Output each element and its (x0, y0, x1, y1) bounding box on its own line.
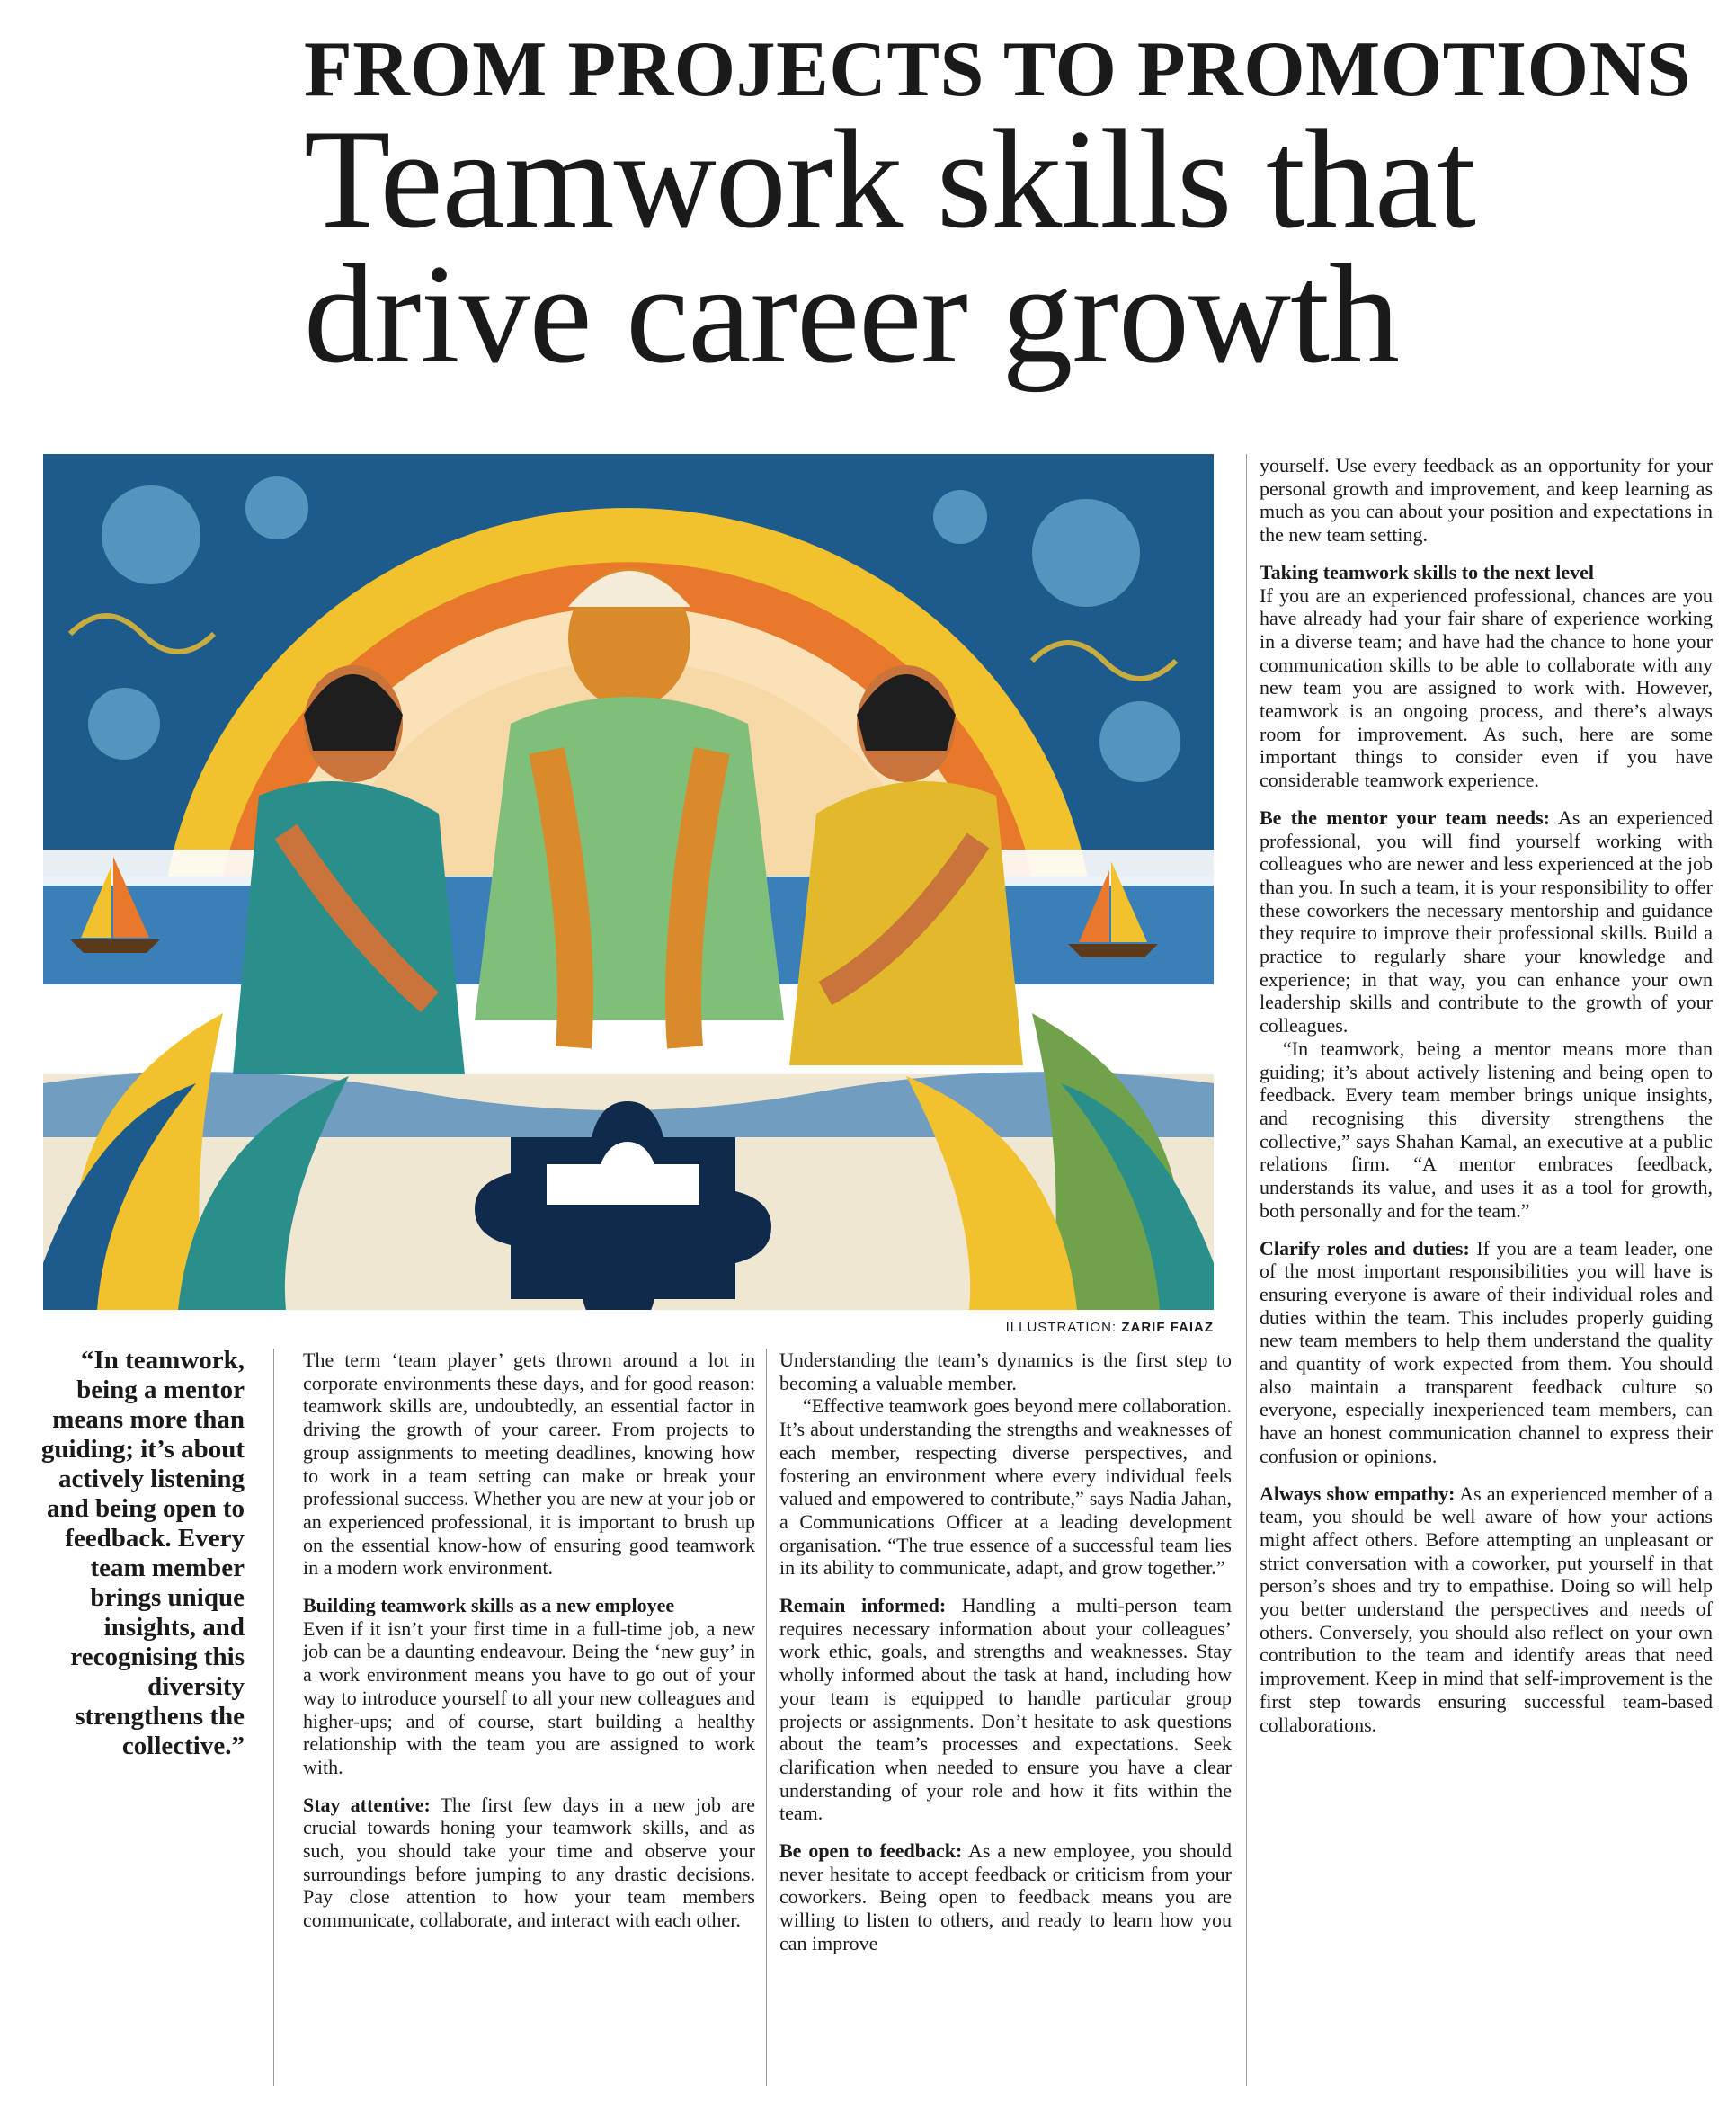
lead-in-mentor: Be the mentor your team needs: (1260, 806, 1550, 829)
body-paragraph (779, 1594, 1232, 1825)
body-paragraph: If you are an experienced professional, chances are you have already had your fair share of experience working in a diverse team; and have had the chance to hone your communication skills to be able to collaborate with any new team you are assigned to work with. However, teamwork is an ongoing process, and there’s always room for improvement. As such, here are some important things to consider even if you have considerable teamwork experience. (1260, 583, 1713, 792)
body-paragraph: yourself. Use every feedback as an opportunity for your personal growth and improvement, and keep learning as much as you can about your position and expectations in the new team setting. (1260, 454, 1713, 547)
body-paragraph-quote: “Effective teamwork goes beyond mere collaboration. It’s about understanding the strengths and weaknesses of each member, respecting diverse perspectives, and fostering an environment where every individual feels valued and empowered to contribute,” says Nadia Jahan, a Communications Officer at a leading development organisation. “The true essence of a successful team lies in its ability to communicate, adapt, and grow together.” (779, 1394, 1232, 1580)
body-paragraph: Even if it isn’t your first time in a full-time job, a new job can be a daunting endeavour. Being the ‘new guy’ in a work environment means you have to go out of your way to introduce yourself to all your new colleagues and higher-ups; and of course, start building a healthy relationship with the team you are assigned to work with. (303, 1616, 755, 1778)
column-rule-1 (273, 1349, 274, 2086)
column-rule-2 (766, 1349, 767, 2086)
body-text: If you are a team leader, one of the most important responsibilities you will have is ensuring everyone is aware of their individual roles and duties within the team. This includes properly guiding new team members to help them understand the quality and quantity of work expected from them. You should also maintain a transparent feedback culture so everyone, especially inexperienced team members, can have an honest communication channel to express their confusion or opinions. (1260, 1236, 1713, 1467)
credit-prefix: ILLUSTRATION: (1005, 1320, 1117, 1335)
section-kicker: FROM PROJECTS TO PROMOTIONS (304, 26, 1692, 113)
illustration-credit (629, 1320, 1214, 1335)
headline-line-1: Teamwork skills that (304, 101, 1475, 258)
subheading-next-level: Taking teamwork skills to the next level (1260, 560, 1594, 583)
lead-in-remain-informed: Remain informed: (779, 1594, 947, 1617)
headline-line-2: drive career growth (304, 236, 1399, 393)
lead-in-clarify-roles: Clarify roles and duties: (1260, 1236, 1470, 1260)
article-column-1 (303, 1349, 755, 1932)
column-rule-3 (1246, 454, 1247, 2086)
body-text: As an experienced member of a team, you should be well aware of how your actions might affect others. Before attempting an unpleasant or strict conversation with a coworker, put yourself in that person’s shoes and try to empathise. Doing so will help you better understand the perspectives and needs of others. Conversely, you should also reflect on your own contribution to the team and identify areas that need improvement. Keep in mind that self-improvement is the first step towards ensuring successful team-based collaborations. (1260, 1482, 1713, 1736)
body-text: As a new employee, you should never hesitate to accept feedback or criticism from your coworkers. Being open to feedback means you are willing to listen to others, and ready to learn how you can improve (779, 1839, 1232, 1954)
illustration-svg (43, 454, 1214, 1310)
lead-in-open-to-feedback: Be open to feedback: (779, 1839, 963, 1863)
headline (304, 101, 1706, 393)
body-paragraph (303, 1794, 755, 1932)
body-paragraph: The term ‘team player’ gets thrown around a lot in corporate environments these days, and for good reason: teamwork skills are, undoubtedly, an essential factor in driving the growth of your career. From projects to group assignments to meeting deadlines, knowing how to work in a team setting can make or break your professional success. Whether you are new at your job or an experienced professional, it is important to brush up on the essential know-how of ensuring good teamwork in a modern work environment. (303, 1349, 755, 1580)
body-paragraph (779, 1839, 1232, 1955)
body-paragraph (1260, 1482, 1713, 1737)
article-column-2 (779, 1349, 1232, 1955)
subheading-new-employee: Building teamwork skills as a new employee (303, 1594, 675, 1617)
credit-name: ZARIF FAIAZ (1121, 1320, 1214, 1335)
body-paragraph-quote: “In teamwork, being a mentor means more than guiding; it’s about actively listening and being open to feedback. Every team member brings unique insights, and recognising this diversity strengthens the collective,” says Shahan Kamal, an executive at a public relations firm. “A mentor embraces feedback, understands its value, and uses it as a tool for growth, both personally and for the team.” (1260, 1037, 1713, 1222)
lead-in-empathy: Always show empathy: (1260, 1482, 1456, 1505)
article-column-3 (1260, 454, 1713, 1736)
illustration-teamwork-puzzle (43, 454, 1214, 1310)
body-paragraph (1260, 1237, 1713, 1468)
body-text: Handling a multi-person team requires necessary information about your colleagues’ work ethic, goals, and strengths and weaknesses. Stay wholly informed about the task at hand, including how your team is equipped to handle particular group projects or assignments. Don’t hesitate to ask questions about the team’s processes and expectations. Seek clarification when needed to ensure you have a clear understanding of your role and how it fits within the team. (779, 1594, 1232, 1825)
pull-quote: “In teamwork, being a mentor means more than guiding; it’s about actively listening and being open to feedback. Every team member brings unique insights, and recognising this diversity strengthens the collective.” (40, 1346, 245, 1760)
lead-in-stay-attentive: Stay attentive: (303, 1793, 431, 1816)
body-text: As an experienced professional, you will find yourself working with colleagues who are newer and less experienced at the job than you. In such a team, it is your responsibility to offer these coworkers the necessary mentorship and guidance they require to improve their professional skills. Build a practice to regularly share your knowledge and experience; in that way, you can enhance your own leadership skills and contribute to the growth of your colleagues. (1260, 806, 1713, 1037)
body-paragraph (1260, 806, 1713, 1037)
body-paragraph: Understanding the team’s dynamics is the first step to becoming a valuable member. (779, 1349, 1232, 1394)
body-text: The first few days in a new job are crucial towards honing your teamwork skills, and as such, you should take your time and observe your surroundings before jumping to any drastic decisions. Pay close attention to how your team members communicate, collaborate, and interact with each other. (303, 1793, 756, 1932)
